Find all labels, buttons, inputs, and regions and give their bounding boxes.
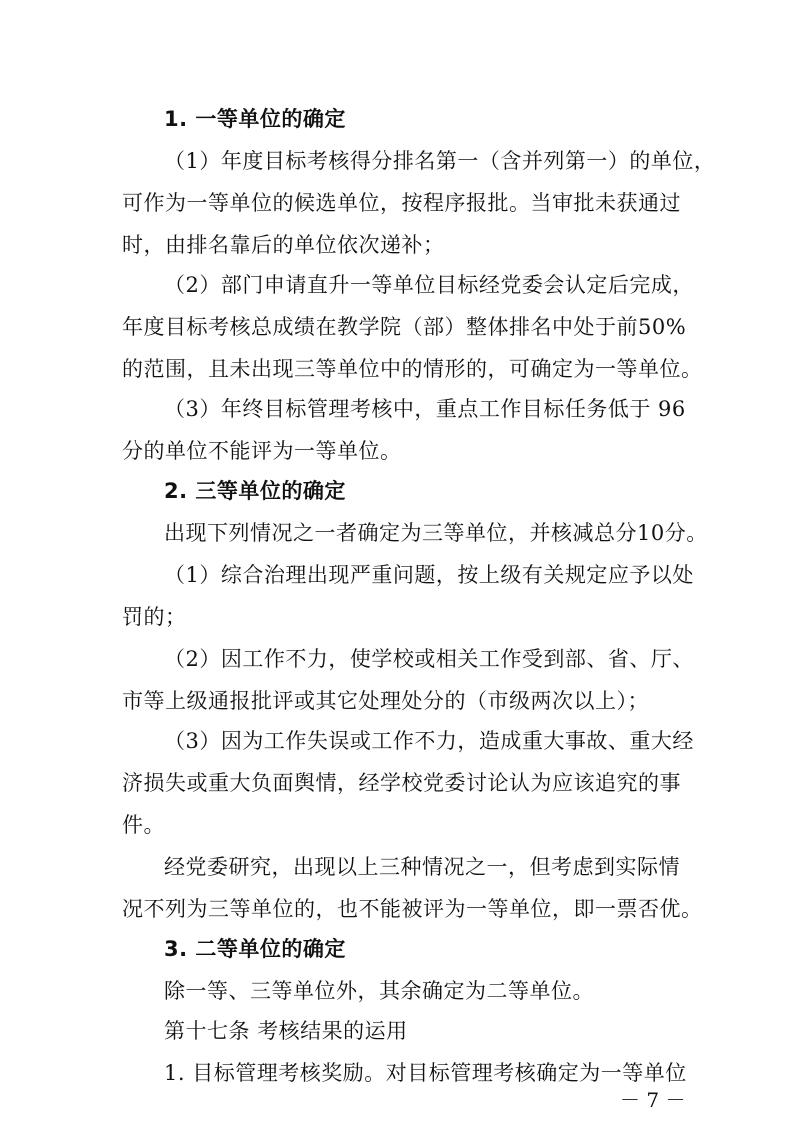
- article-heading: 第十七条 考核结果的运用: [164, 1019, 408, 1043]
- paragraph-line: （1）年度目标考核得分排名第一（含并列第一）的单位，: [164, 149, 716, 173]
- paragraph-line: 年度目标考核总成绩在教学院（部）整体排名中处于前50%: [122, 315, 687, 339]
- paragraph-line: 1. 目标管理考核奖励。对目标管理考核确定为一等单位: [164, 1061, 687, 1085]
- paragraph-line: （2）因工作不力，使学校或相关工作受到部、省、厅、: [164, 647, 694, 671]
- page-number: － 7 －: [620, 1088, 686, 1112]
- paragraph-line: 经党委研究，出现以上三种情况之一，但考虑到实际情: [164, 855, 680, 879]
- paragraph-line: 罚的；: [122, 605, 187, 629]
- section-heading-second-class: 3. 二等单位的确定: [164, 937, 346, 961]
- paragraph-line: 时，由排名靠后的单位依次递补；: [122, 233, 445, 257]
- section-heading-third-class: 2. 三等单位的确定: [164, 479, 346, 503]
- paragraph-line: （3）因为工作失误或工作不力，造成重大事故、重大经: [164, 729, 694, 753]
- paragraph-line: （3）年终目标管理考核中，重点工作目标任务低于 96: [164, 397, 686, 421]
- paragraph-line: 出现下列情况之一者确定为三等单位，并核减总分10分。: [164, 521, 708, 545]
- paragraph-line: 的范围，且未出现三等单位中的情形的，可确定为一等单位。: [122, 357, 703, 381]
- section-heading-first-class: 1. 一等单位的确定: [164, 107, 346, 131]
- paragraph-line: 济损失或重大负面舆情，经学校党委讨论认为应该追究的事: [122, 771, 681, 795]
- paragraph-line: 况不列为三等单位的，也不能被评为一等单位，即一票否优。: [122, 897, 703, 921]
- paragraph-line: 市等上级通报批评或其它处理处分的（市级两次以上）；: [122, 689, 649, 713]
- paragraph-line: （1）综合治理出现严重问题，按上级有关规定应予以处: [164, 563, 694, 587]
- paragraph-line: 分的单位不能评为一等单位。: [122, 439, 402, 463]
- paragraph-line: 件。: [122, 813, 165, 837]
- paragraph-line: 可作为一等单位的候选单位，按程序报批。当审批未获通过: [122, 191, 681, 215]
- paragraph-line: 除一等、三等单位外，其余确定为二等单位。: [164, 979, 594, 1003]
- paragraph-line: （2）部门申请直升一等单位目标经党委会认定后完成，: [164, 273, 694, 297]
